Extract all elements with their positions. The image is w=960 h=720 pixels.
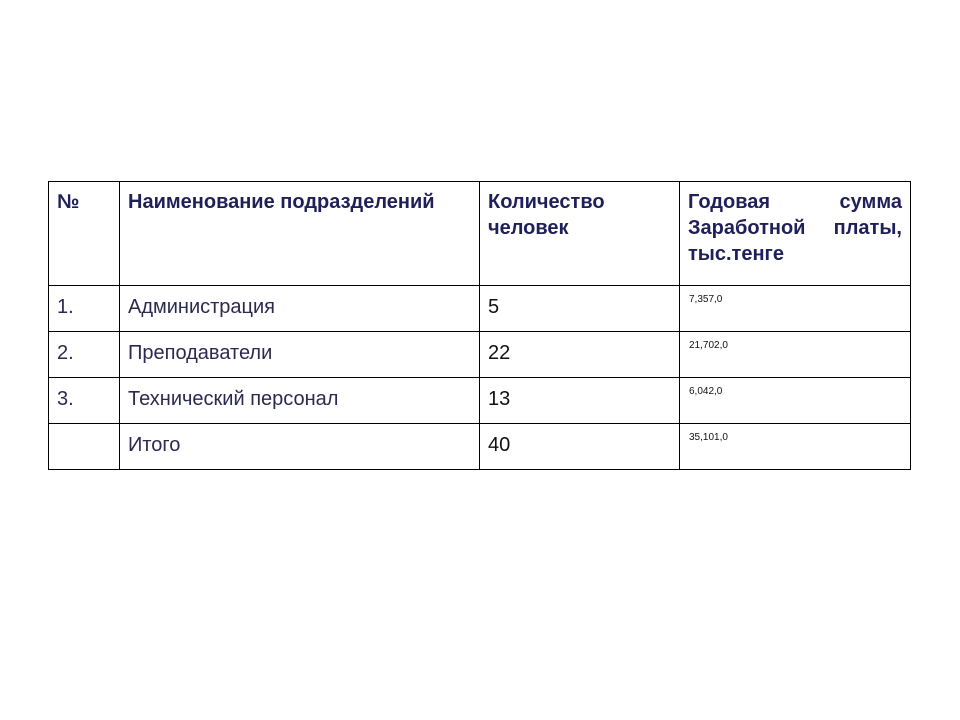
row-headcount: 40 xyxy=(480,424,680,470)
row-number: 1. xyxy=(49,286,120,332)
header-department-name: Наименование подразделений xyxy=(120,182,480,286)
row-department-name: Итого xyxy=(120,424,480,470)
table-total-row xyxy=(49,424,911,470)
header-number: № xyxy=(49,182,120,286)
header-annual-salary: Годовая сумма Заработной платы, тыс.тенге xyxy=(680,182,911,286)
header-headcount: Количество человек xyxy=(480,182,680,286)
row-annual-salary: 7,357,0 xyxy=(680,286,911,332)
row-department-name: Преподаватели xyxy=(120,332,480,378)
row-department-name: Технический персонал xyxy=(120,378,480,424)
row-department-name: Администрация xyxy=(120,286,480,332)
table-row xyxy=(49,332,911,378)
row-number: 2. xyxy=(49,332,120,378)
row-number: 3. xyxy=(49,378,120,424)
table-header-row xyxy=(49,182,911,286)
row-number xyxy=(49,424,120,470)
row-headcount: 22 xyxy=(480,332,680,378)
table-row xyxy=(49,378,911,424)
row-annual-salary: 35,101,0 xyxy=(680,424,911,470)
row-annual-salary: 6,042,0 xyxy=(680,378,911,424)
row-headcount: 5 xyxy=(480,286,680,332)
staff-salary-table xyxy=(48,181,911,470)
row-headcount: 13 xyxy=(480,378,680,424)
row-annual-salary: 21,702,0 xyxy=(680,332,911,378)
table-row xyxy=(49,286,911,332)
